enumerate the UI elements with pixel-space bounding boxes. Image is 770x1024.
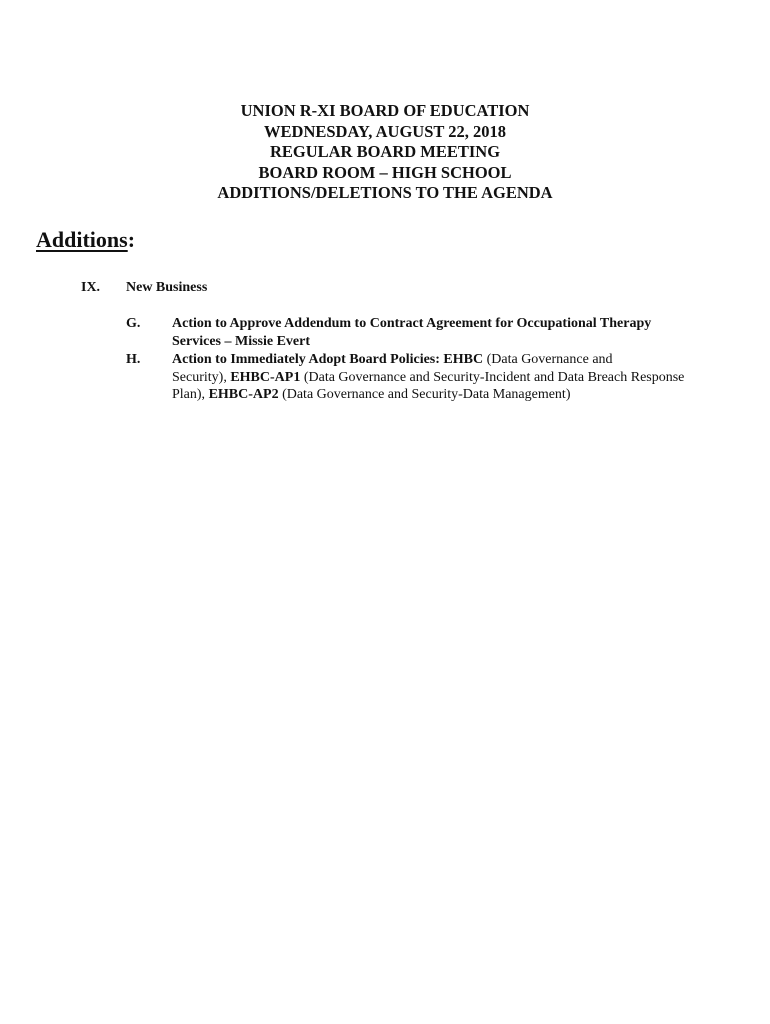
additions-heading (36, 226, 135, 254)
header-line-subject: ADDITIONS/DELETIONS TO THE AGENDA (217, 183, 553, 202)
item-h-line-3-normal-b: (Data Governance and Security-Data Management) (278, 387, 571, 402)
header-line-district: UNION R-XI BOARD OF EDUCATION (240, 101, 530, 120)
item-h-line-3 (172, 386, 747, 404)
additions-heading-text: Additions (36, 227, 128, 252)
header-line-meeting-type: REGULAR BOARD MEETING (269, 142, 501, 161)
section-title: New Business (126, 280, 208, 295)
item-letter-h: H. (126, 352, 141, 367)
item-h-line-1 (172, 351, 747, 369)
item-h-line-1-bold: Action to Immediately Adopt Board Policies: EHBC (172, 352, 484, 367)
header-line-location: BOARD ROOM – HIGH SCHOOL (258, 162, 512, 182)
item-h-line-2-normal-a: Security), (172, 369, 231, 385)
item-h-line-2-bold: EHBC-AP1 (230, 369, 301, 385)
additions-heading-colon: : (127, 227, 136, 252)
section-numeral: IX. (81, 280, 101, 295)
item-h-line-2 (172, 369, 747, 387)
item-letter-g: G. (126, 316, 141, 331)
item-text-g (172, 315, 747, 350)
item-h-line-3-normal-a: Plan), (172, 387, 209, 402)
item-g-line-1: Action to Approve Addendum to Contract Agreement for Occupational Therapy (172, 316, 652, 331)
item-h-line-1-normal: (Data Governance and (483, 352, 613, 367)
item-text-h (172, 351, 747, 404)
header-line-date: WEDNESDAY, AUGUST 22, 2018 (264, 121, 506, 141)
item-g-line-2: Services – Missie Evert (172, 333, 311, 349)
document-header (0, 101, 770, 204)
item-h-line-3-bold: EHBC-AP2 (208, 387, 279, 402)
item-h-line-2-normal-b: (Data Governance and Security-Incident and Data Breach Response (300, 369, 685, 385)
